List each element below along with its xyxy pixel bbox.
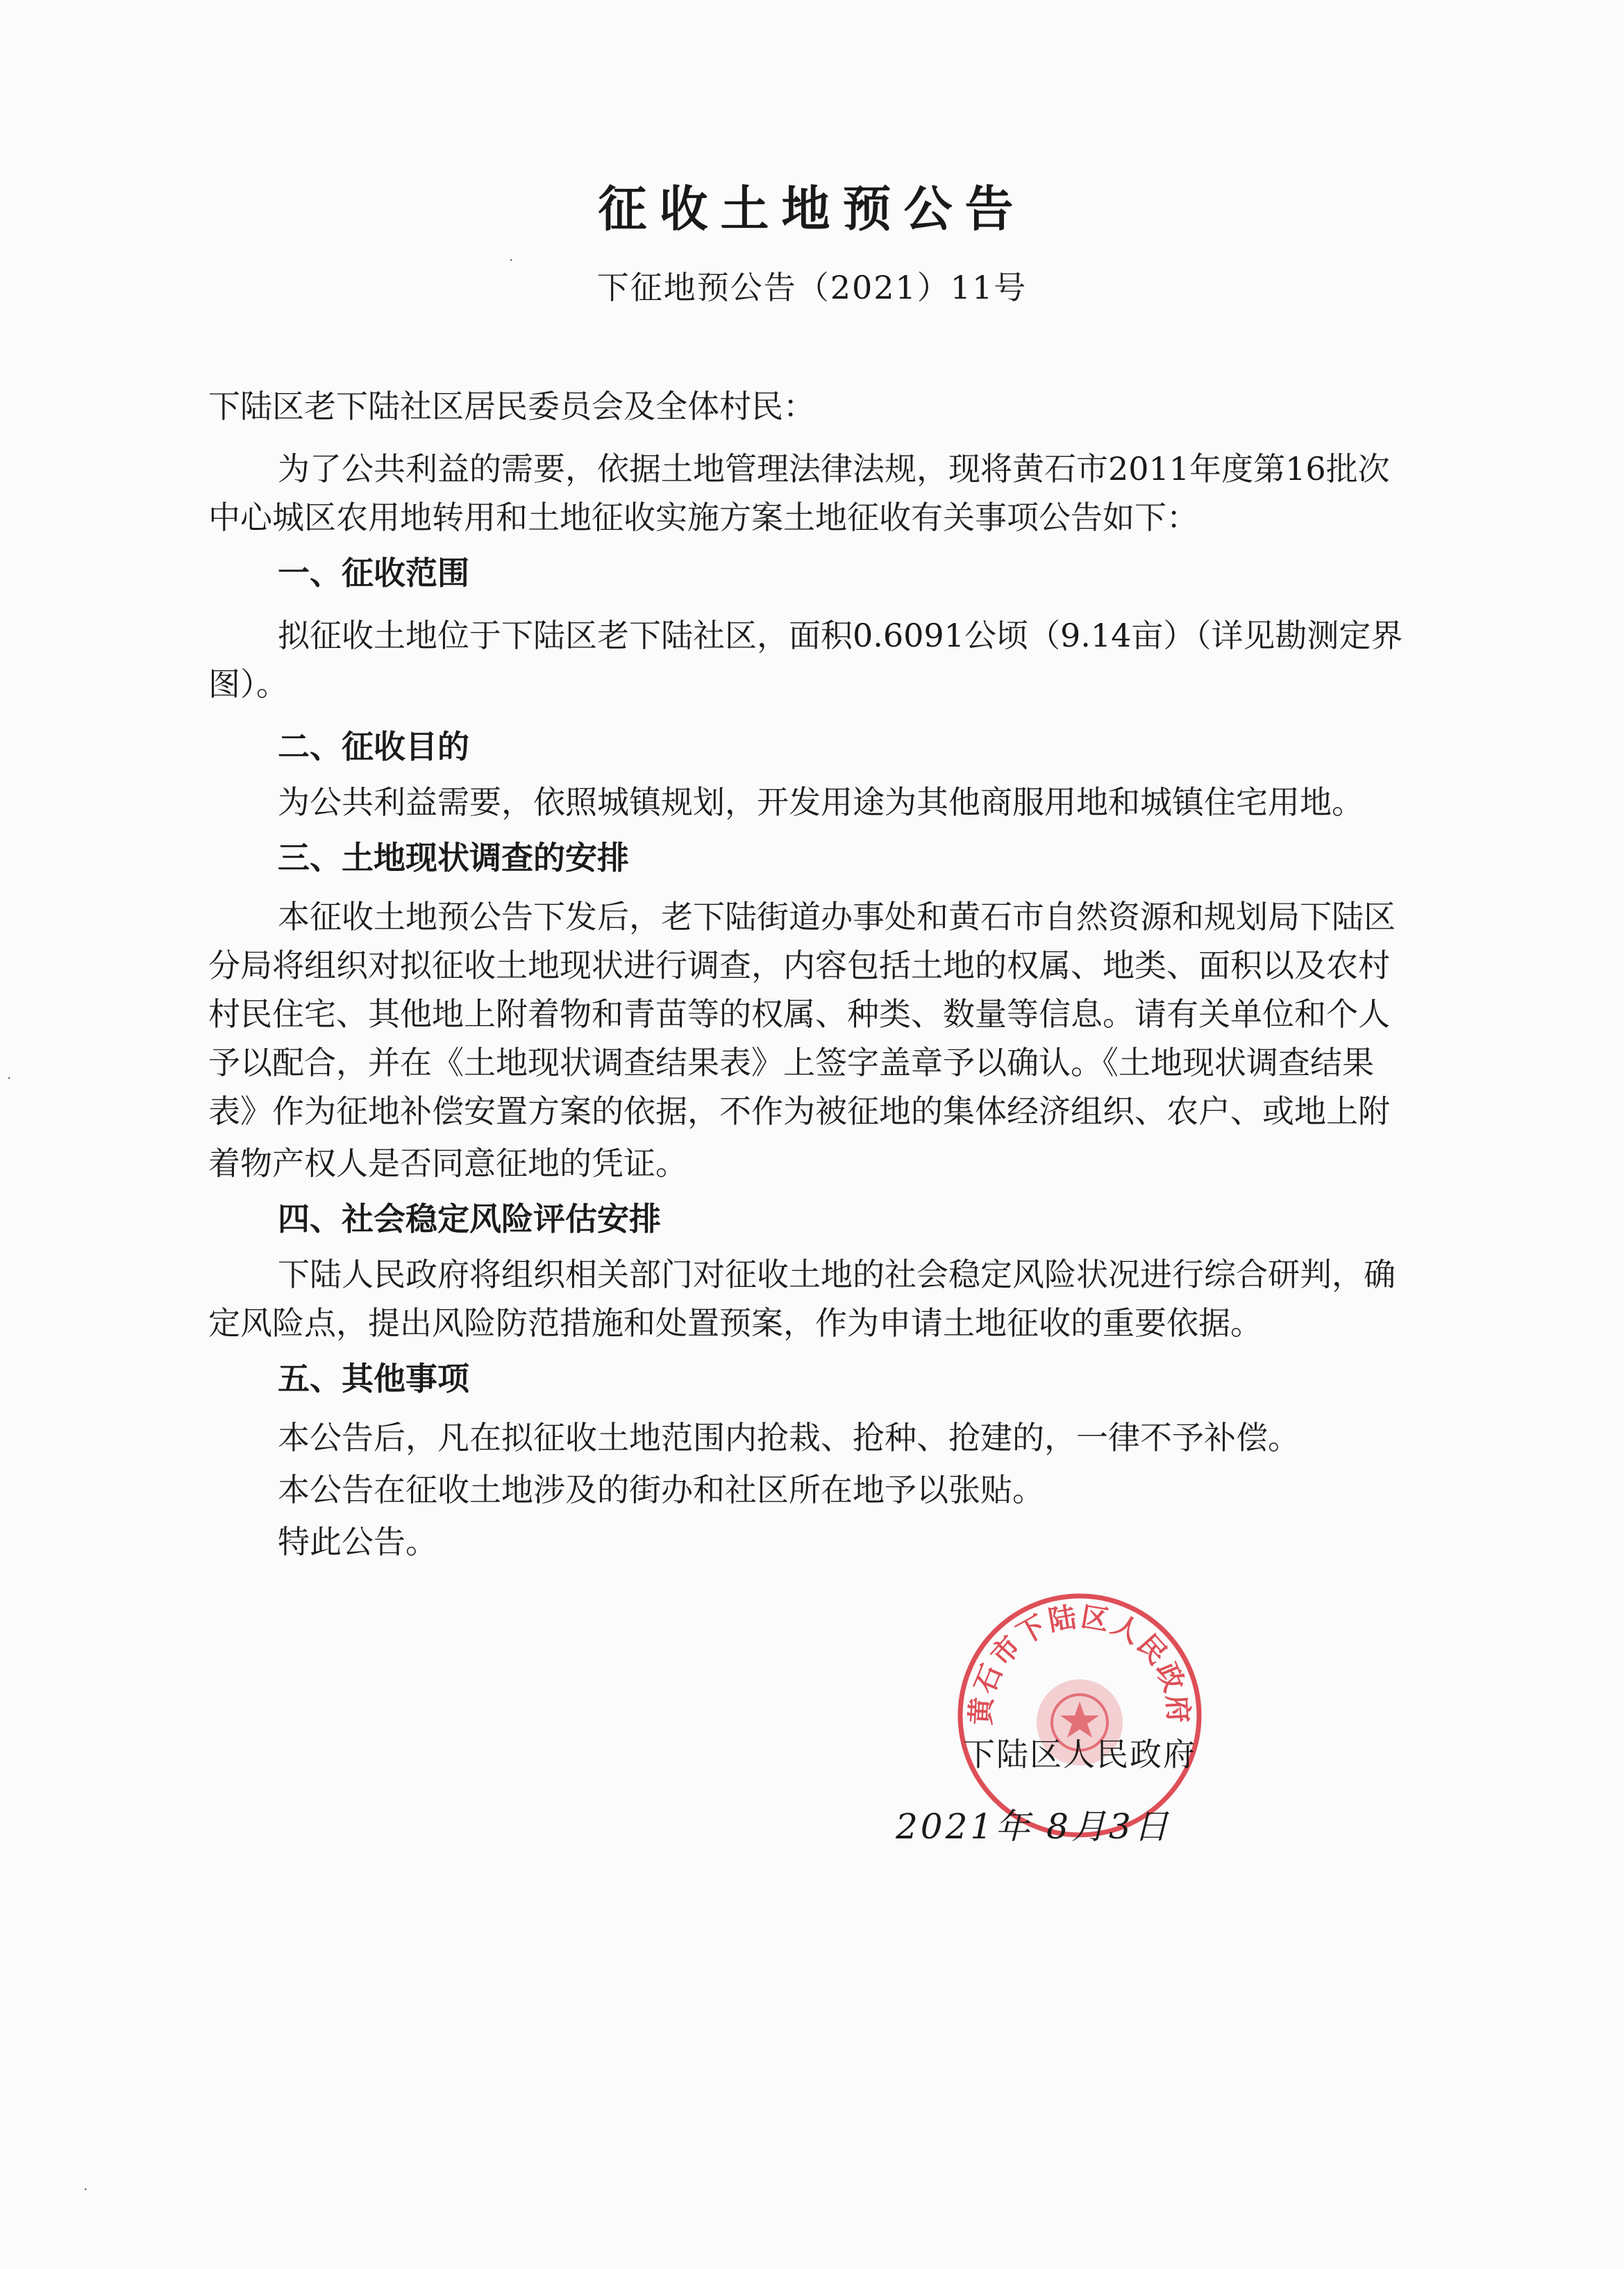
body-line: 特此公告。 — [278, 1523, 437, 1561]
body-line: 中心城区农用地转用和土地征收实施方案土地征收有关事项公告如下： — [208, 499, 1198, 536]
body-line: 本公告在征收土地涉及的街办和社区所在地予以张贴。 — [278, 1471, 1044, 1508]
section-heading: 三、土地现状调查的安排 — [278, 839, 629, 876]
body-line: 为公共利益需要，依照城镇规划，开发用途为其他商服用地和城镇住宅用地。 — [278, 783, 1364, 821]
scan-mark: · — [7, 1070, 12, 1086]
seal-text: 黄石市下陆区人民政府 — [965, 1601, 1194, 1727]
section-heading: 二、征收目的 — [278, 728, 469, 765]
body-line: 本征收土地预公告下发后，老下陆街道办事处和黄石市自然资源和规划局下陆区 — [278, 898, 1396, 936]
body-line: 定风险点，提出风险防范措施和处置预案，作为申请土地征收的重要依据。 — [208, 1304, 1262, 1342]
body-line: 下陆人民政府将组织相关部门对征收土地的社会稳定风险状况进行综合研判，确 — [278, 1256, 1396, 1293]
section-heading: 一、征收范围 — [278, 554, 469, 592]
body-line: 着物产权人是否同意征地的凭证。 — [208, 1145, 687, 1182]
section-heading: 四、社会稳定风险评估安排 — [278, 1200, 661, 1238]
signature-organization: 下陆区人民政府 — [963, 1736, 1196, 1773]
body-line: 下陆区老下陆社区居民委员会及全体村民： — [208, 388, 815, 425]
body-line: 予以配合，并在《土地现状调查结果表》上签字盖章予以确认。《土地现状调查结果 — [208, 1044, 1374, 1081]
body-line: 图）。 — [208, 665, 288, 703]
body-line: 村民住宅、其他地上附着物和青苗等的权属、种类、数量等信息。请有关单位和个人 — [208, 995, 1390, 1033]
body-line: 为了公共利益的需要，依据土地管理法律法规，现将黄石市2011年度第16批次 — [278, 450, 1390, 488]
body-line: 分局将组织对拟征收土地现状进行调查，内容包括土地的权属、地类、面积以及农村 — [208, 947, 1390, 984]
document-number: 下征地预公告（2021）11号 — [596, 269, 1028, 306]
section-heading: 五、其他事项 — [278, 1360, 469, 1397]
scan-mark: · — [83, 2181, 88, 2197]
notice-title: 征收土地预公告 — [598, 181, 1026, 238]
scan-mark: · — [509, 251, 514, 268]
signature-date: 2021年 8月3日 — [896, 1806, 1171, 1847]
body-line: 拟征收土地位于下陆区老下陆社区，面积0.6091公顷（9.14亩）（详见勘测定界 — [278, 617, 1403, 654]
body-line: 本公告后，凡在拟征收土地范围内抢栽、抢种、抢建的，一律不予补偿。 — [278, 1419, 1300, 1456]
body-line: 表》作为征地补偿安置方案的依据，不作为被征地的集体经济组织、农户、或地上附 — [208, 1092, 1390, 1130]
